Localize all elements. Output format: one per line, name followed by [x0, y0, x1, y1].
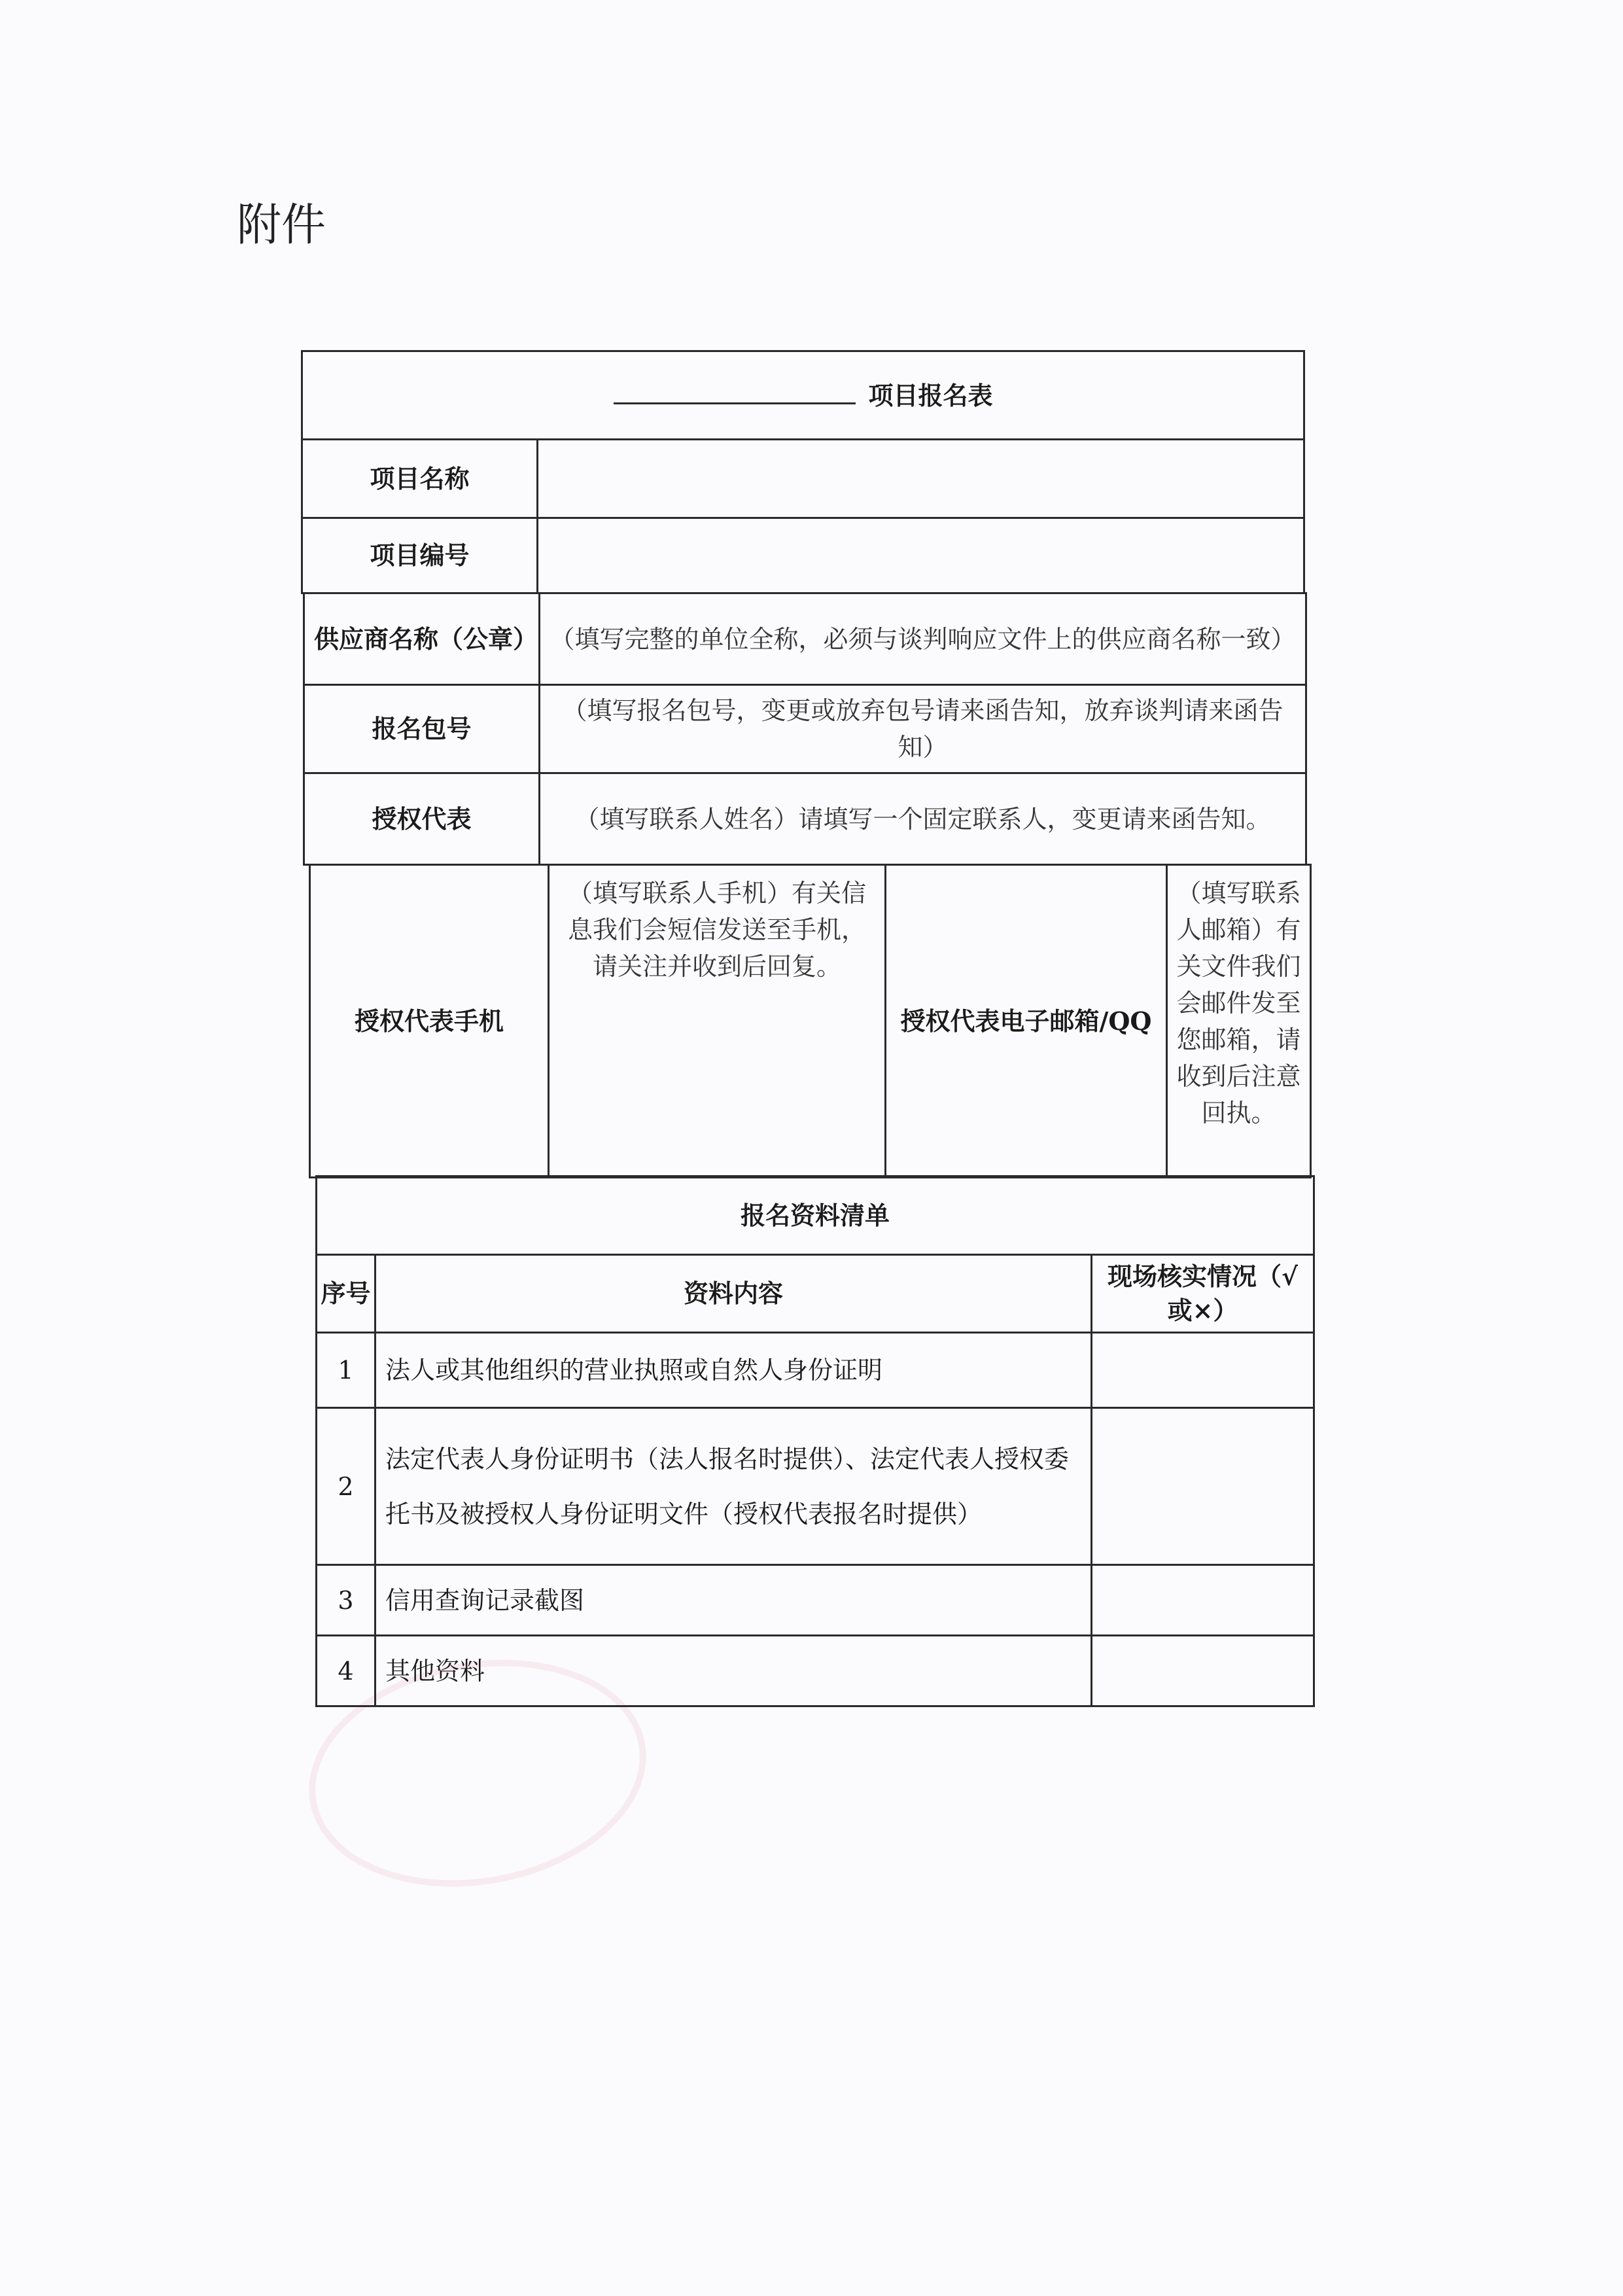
table-row — [317, 1636, 1314, 1706]
row-verify[interactable] — [1092, 1636, 1314, 1706]
header-content: 资料内容 — [375, 1255, 1092, 1333]
email-label: 授权代表电子邮箱/QQ — [886, 865, 1167, 1178]
form-title: 项目报名表 — [868, 381, 993, 410]
row-content: 其他资料 — [375, 1636, 1092, 1706]
table-row — [317, 1333, 1314, 1408]
row-content: 信用查询记录截图 — [375, 1565, 1092, 1636]
row-verify[interactable] — [1092, 1333, 1314, 1408]
representative-label: 授权代表 — [304, 773, 540, 865]
project-name-field[interactable] — [538, 440, 1304, 518]
phone-label: 授权代表手机 — [310, 865, 549, 1178]
attachment-label: 附件 — [237, 200, 326, 251]
header-verify: 现场核实情况（√或×） — [1092, 1255, 1314, 1333]
checklist-title: 报名资料清单 — [317, 1176, 1314, 1255]
package-field[interactable]: （填写报名包号，变更或放弃包号请来函告知，放弃谈判请来函告知） — [540, 685, 1306, 773]
checklist-table — [315, 1175, 1315, 1707]
header-index: 序号 — [317, 1255, 375, 1333]
project-name-label: 项目名称 — [302, 440, 538, 518]
supplier-label: 供应商名称（公章） — [304, 593, 540, 685]
email-field[interactable]: （填写联系人邮箱）有关文件我们会邮件发至您邮箱，请收到后注意回执。 — [1167, 865, 1311, 1178]
title-blank[interactable] — [614, 376, 856, 404]
table-row — [317, 1408, 1314, 1565]
project-code-label: 项目编号 — [302, 518, 538, 593]
form-title-cell — [302, 351, 1304, 440]
row-index: 3 — [317, 1565, 375, 1636]
registration-form-mid — [303, 592, 1307, 866]
package-label: 报名包号 — [304, 685, 540, 773]
row-index: 1 — [317, 1333, 375, 1408]
phone-field[interactable]: （填写联系人手机）有关信息我们会短信发送至手机，请关注并收到后回复。 — [549, 865, 886, 1178]
row-content: 法人或其他组织的营业执照或自然人身份证明 — [375, 1333, 1092, 1408]
registration-form-contact — [309, 864, 1312, 1178]
table-row — [317, 1565, 1314, 1636]
project-code-field[interactable] — [538, 518, 1304, 593]
row-verify[interactable] — [1092, 1408, 1314, 1565]
registration-form-top — [301, 350, 1305, 594]
supplier-field[interactable]: （填写完整的单位全称，必须与谈判响应文件上的供应商名称一致） — [540, 593, 1306, 685]
row-index: 2 — [317, 1408, 375, 1565]
representative-field[interactable]: （填写联系人姓名）请填写一个固定联系人，变更请来函告知。 — [540, 773, 1306, 865]
row-index: 4 — [317, 1636, 375, 1706]
row-verify[interactable] — [1092, 1565, 1314, 1636]
row-content: 法定代表人身份证明书（法人报名时提供）、法定代表人授权委托书及被授权人身份证明文件（授权代表报名时提供） — [375, 1408, 1092, 1565]
